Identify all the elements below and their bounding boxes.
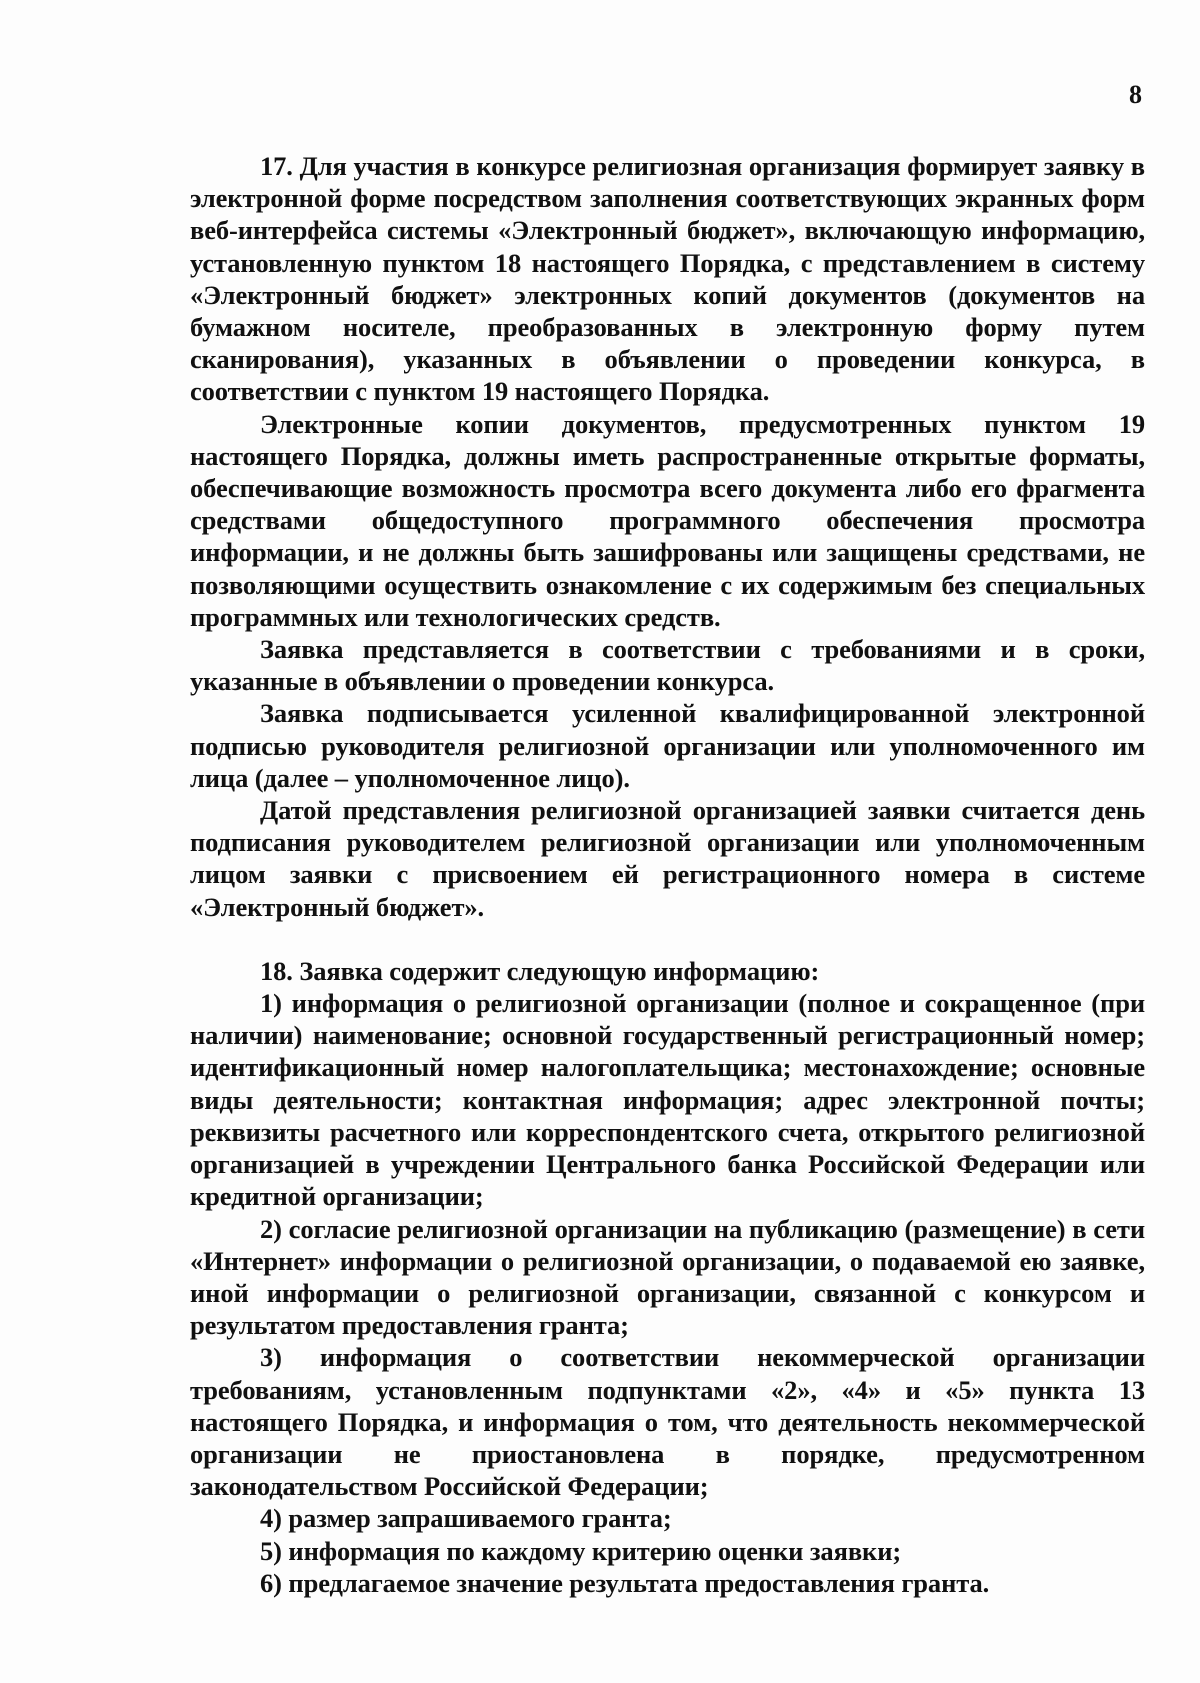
paragraph-electronic-copies: Электронные копии документов, предусмотренных пунктом 19 настоящего Порядка, должны иметь распространенные открытые форматы, обеспечивающие возможность просмотра всего документа либо его фрагмента средствами общедоступного программного обеспечения просмотра информации, и не должны быть зашифрованы или защищены средствами, не позволяющими осуществить ознакомление с их содержимым без специальных программных или технологических средств.	[190, 408, 1145, 632]
document-body	[190, 150, 1145, 1599]
paragraph-17: 17. Для участия в конкурсе религиозная организация формирует заявку в электронной форме посредством заполнения соответствующих экранных форм веб-интерфейса системы «Электронный бюджет», включающую информацию, установленную пунктом 18 настоящего Порядка, с представлением в систему «Электронный бюджет» электронных копий документов (документов на бумажном носителе, преобразованных в электронную форму путем сканирования), указанных в объявлении о проведении конкурса, в соответствии с пунктом 19 настоящего Порядка.	[190, 151, 1145, 407]
paragraph-submission-date: Датой представления религиозной организацией заявки считается день подписания руководителем религиозной организации или уполномоченным лицом заявки с присвоением ей регистрационного номера в системе «Электронный бюджет».	[190, 795, 1145, 922]
list-item-3: 3) информация о соответствии некоммерческой организации требованиям, установленным подпунктами «2», «4» и «5» пункта 13 настоящего Порядка, и информация о том, что деятельность некоммерческой организации не приостановлена в порядке, предусмотренном законодательством Российской Федерации;	[190, 1342, 1145, 1502]
list-item-6: 6) предлагаемое значение результата предоставления гранта.	[260, 1567, 990, 1598]
list-item-2: 2) согласие религиозной организации на публикацию (размещение) в сети «Интернет» информации о религиозной организации, о подаваемой ею заявке, иной информации о религиозной организации, связанной с конкурсом и результатом предоставления гранта;	[190, 1213, 1145, 1341]
paragraph-signature: Заявка подписывается усиленной квалифицированной электронной подписью руководителя религиозной организации или уполномоченного им лица (далее – уполномоченное лицо).	[190, 698, 1145, 793]
paragraph-18: 18. Заявка содержит следующую информацию:	[260, 955, 820, 986]
list-item-5: 5) информация по каждому критерию оценки заявки;	[260, 1535, 902, 1566]
list-item-1: 1) информация о религиозной организации (полное и сокращенное (при наличии) наименование; основной государственный регистрационный номер; идентификационный номер налогоплательщика; местонахождение; основные виды деятельности; контактная информация; адрес электронной почты; реквизиты расчетного или корреспондентского счета, открытого религиозной организацией в учреждении Центрального банка Российской Федерации или кредитной организации;	[190, 988, 1145, 1212]
page-number: 8	[1129, 80, 1142, 109]
list-item-4: 4) размер запрашиваемого гранта;	[260, 1503, 672, 1534]
paragraph-submission-terms: Заявка представляется в соответствии с требованиями и в сроки, указанные в объявлении о проведении конкурса.	[190, 634, 1145, 697]
